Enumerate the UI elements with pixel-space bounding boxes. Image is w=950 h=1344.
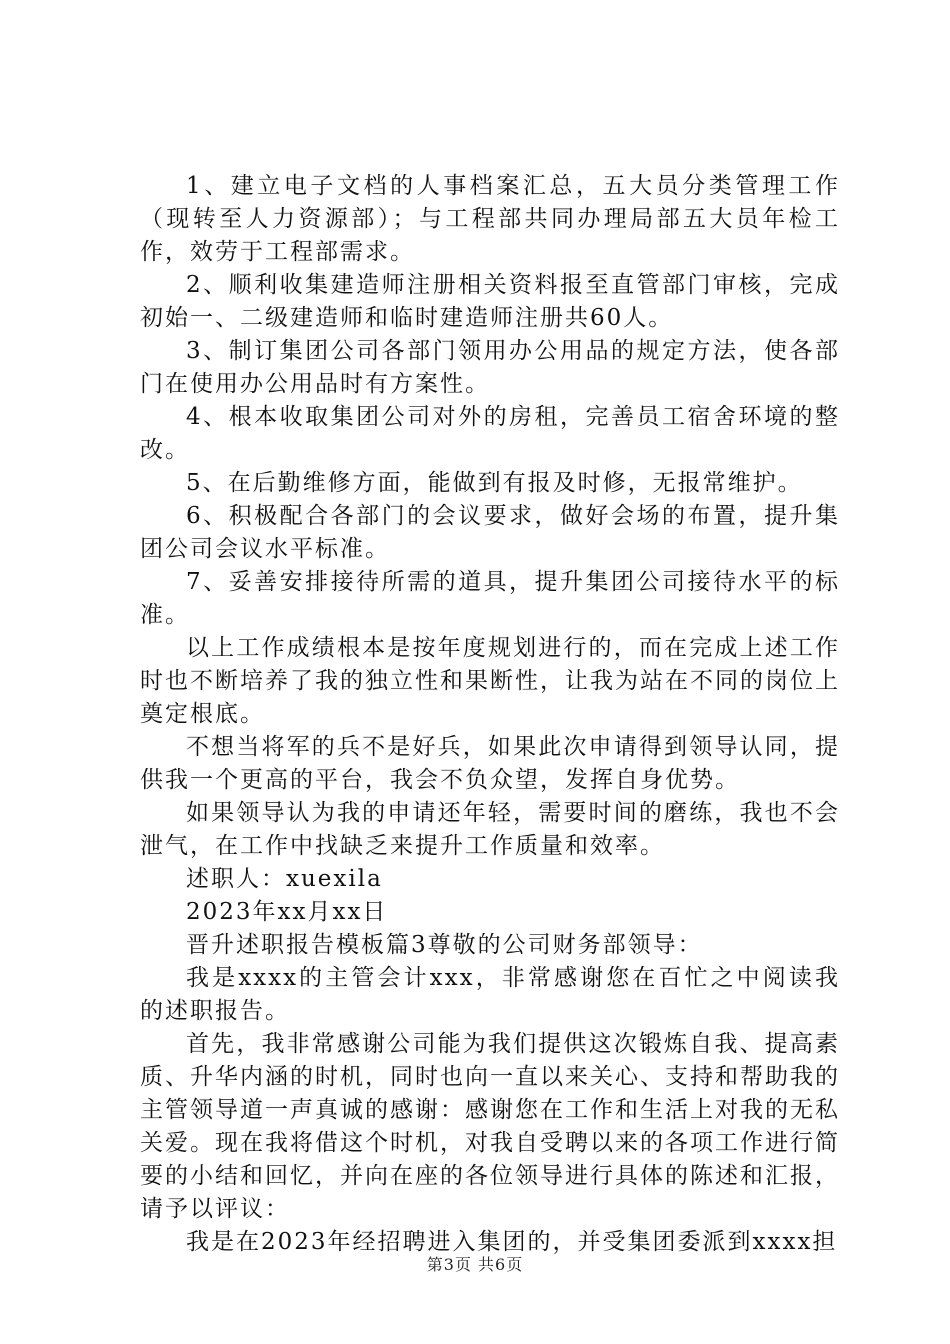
page-number-footer: 第3页 共6页 [426,1255,524,1274]
paragraph-item-5: 5、在后勤维修方面，能做到有报及时修，无报常维护。 [186,470,803,496]
paragraph-item-2: 2、顺利收集建造师注册相关资料报至直管部门审核，完成初始一、二级建造师和临时建造师注册共60人。 [140,272,840,331]
paragraph-background: 我是在2023年经招聘进入集团的，并受集团委派到xxxx担 [186,1229,838,1255]
paragraph-intro: 我是xxxx的主管会计xxx，非常感谢您在百忙之中阅读我的述职报告。 [140,965,840,1024]
paragraph-item-6: 6、积极配合各部门的会议要求，做好会场的布置，提升集团公司会议水平标准。 [140,503,840,562]
paragraph-gratitude: 首先，我非常感谢公司能为我们提供这次锻炼自我、提高素质、升华内涵的时机，同时也向一直以来关心、支持和帮助我的主管领导道一声真诚的感谢：感谢您在工作和生活上对我的无私关爱。现在我将借这个时机，对我自受聘以来的各项工作进行简要的小结和回忆，并向在座的各位领导进行具体的陈述和汇报，请予以评议： [140,1031,840,1222]
paragraph-summary: 以上工作成绩根本是按年度规划进行的，而在完成上述工作时也不断培养了我的独立性和果断性，让我为站在不同的岗位上奠定根底。 [140,635,840,727]
paragraph-item-3: 3、制订集团公司各部门领用办公用品的规定方法，使各部门在使用办公用品时有方案性。 [140,338,840,397]
paragraph-item-1: 1、建立电子文档的人事档案汇总，五大员分类管理工作（现转至人力资源部）；与工程部共同办理局部五大员年检工作，效劳于工程部需求。 [140,173,840,265]
paragraph-commitment: 如果领导认为我的申请还年轻，需要时间的磨练，我也不会泄气，在工作中找缺乏来提升工作质量和效率。 [140,800,840,859]
date-line: 2023年xx月xx日 [186,899,388,925]
paragraph-item-7: 7、妥善安排接待所需的道具，提升集团公司接待水平的标准。 [140,569,840,628]
signature-line: 述职人：xuexila [186,866,383,892]
document-body [140,170,840,1259]
paragraph-item-4: 4、根本收取集团公司对外的房租，完善员工宿舍环境的整改。 [140,404,840,463]
section-heading: 晋升述职报告模板篇3尊敬的公司财务部领导： [186,932,703,958]
paragraph-aspiration: 不想当将军的兵不是好兵，如果此次申请得到领导认同，提供我一个更高的平台，我会不负众望，发挥自身优势。 [140,734,840,793]
